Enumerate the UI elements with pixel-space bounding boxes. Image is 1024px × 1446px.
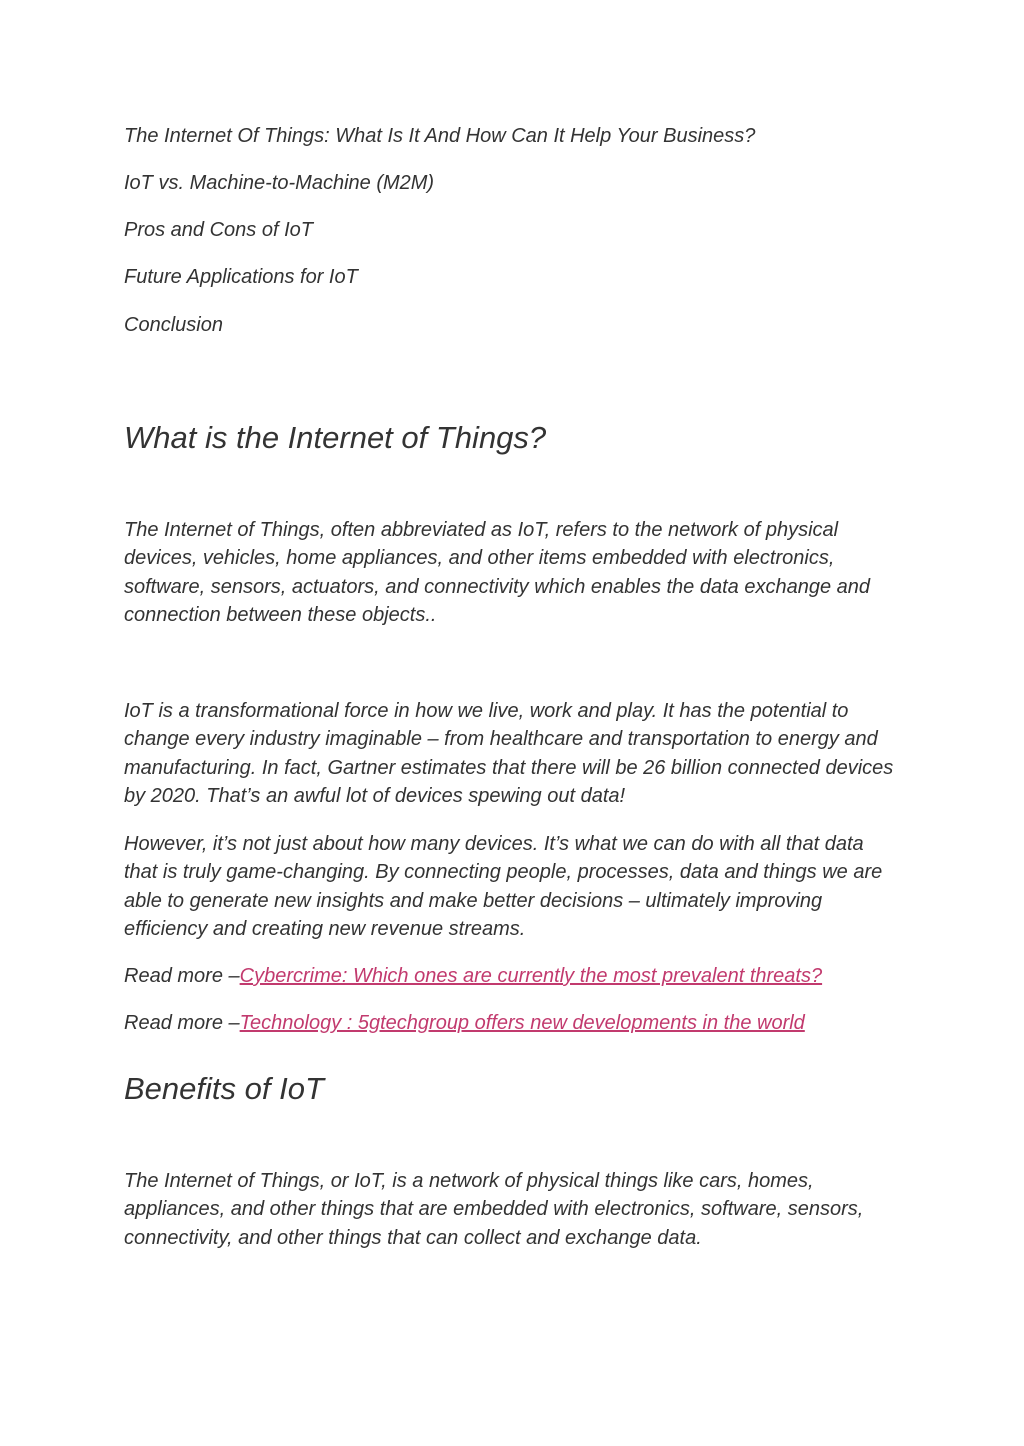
toc-item-pros-cons[interactable]: Pros and Cons of IoT: [124, 219, 313, 241]
paragraph-definition: The Internet of Things, often abbreviated as IoT, refers to the network of physical devices, vehicles, home appliances, and other items embedded with electronics, software, sensors, actuators, and connectivity which enables the data exchange and connection between these objects..: [124, 519, 871, 627]
section-heading-what-is-iot: What is the Internet of Things?: [124, 420, 547, 455]
link-technology[interactable]: Technology : 5gtechgroup offers new developments in the world: [239, 1012, 805, 1034]
link-cybercrime[interactable]: Cybercrime: Which ones are currently the most prevalent threats?: [239, 965, 823, 987]
paragraph-transformational: IoT is a transformational force in how we live, work and play. It has the potential to change every industry imaginable – from healthcare and transportation to energy and manufacturing. In fact, Gartner estimates that there will be 26 billion connected devices by 2020. That’s an awful lot of devices spewing out data!: [124, 700, 894, 808]
paragraph-benefits: The Internet of Things, or IoT, is a network of physical things like cars, homes, appliances, and other things that are embedded with electronics, software, sensors, connectivity, and other things that can collect and exchange data.: [124, 1170, 864, 1249]
toc-item-intro[interactable]: The Internet Of Things: What Is It And How Can It Help Your Business?: [124, 125, 756, 147]
readmore-prefix: Read more –: [124, 1012, 240, 1034]
toc-item-conclusion[interactable]: Conclusion: [124, 314, 223, 336]
section-heading-benefits: Benefits of IoT: [124, 1071, 324, 1106]
readmore-prefix: Read more –: [124, 965, 240, 987]
paragraph-game-changing: However, it’s not just about how many devices. It’s what we can do with all that data that is truly game-changing. By connecting people, processes, data and things we are able to generate new insights and make better decisions – ultimately improving efficiency and creating new revenue streams.: [124, 833, 883, 941]
readmore-cybercrime: [124, 962, 822, 990]
toc-item-iot-vs-m2m[interactable]: IoT vs. Machine-to-Machine (M2M): [124, 172, 435, 194]
readmore-technology: [124, 1009, 805, 1037]
toc-item-future-applications[interactable]: Future Applications for IoT: [124, 266, 358, 288]
